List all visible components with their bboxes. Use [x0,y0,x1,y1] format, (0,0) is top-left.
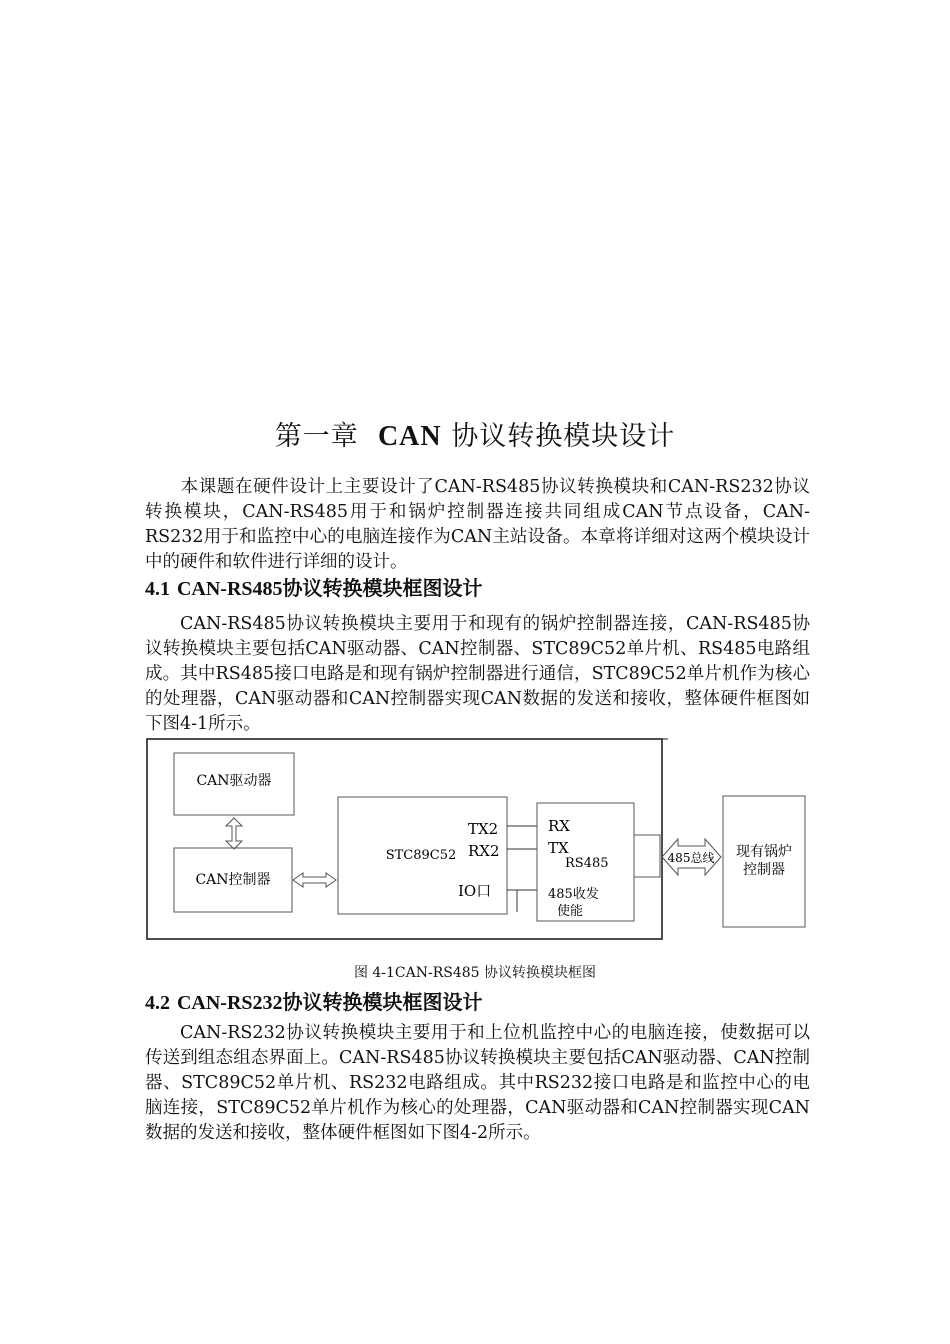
chapter-title-latin: CAN [377,421,442,452]
driver-controller-arrow [226,818,242,849]
boiler-label-line1: 现有锅炉 [736,844,792,860]
controller-mcu-arrow [293,873,336,887]
bus-label: 485总线 [667,851,715,865]
mcu-label: STC89C52 [385,848,457,863]
section-4-2-title-rest: 协议转换模块框图设计 [282,990,483,1014]
section-4-2-title-latin: CAN-RS232 [176,992,283,1014]
enable-label-line1: 485收发 [548,887,599,902]
section-4-2-heading [145,986,483,1015]
section-4-2-number: 4.2 [145,992,170,1014]
section-4-2-paragraph [145,1021,810,1146]
intro-text: 本课题在硬件设计上主要设计了CAN-RS485协议转换模块和CAN-RS232协议转换模块，CAN-RS485用于和锅炉控制器连接共同组成CAN节点设备，CAN-RS232用于和监控中心的电脑连接作为CAN主站设备。本章将详细对这两个模块设计中的硬件和软件进行详细的设计。 [145,477,810,572]
enable-label-line2: 使能 [557,904,584,919]
rx-label: RX [548,817,570,835]
rx2-label: RX2 [468,842,500,860]
module-outer-frame [147,739,662,939]
tx-label: TX [548,839,569,857]
tx2-label: TX2 [468,820,499,838]
can-driver-label: CAN驱动器 [196,773,272,789]
chapter-title-rest: 协议转换模块设计 [451,421,676,452]
boiler-label-line2: 控制器 [743,862,785,878]
io-port-label: IO口 [458,882,492,900]
section-4-2-text: CAN-RS232协议转换模块主要用于和上位机监控中心的电脑连接，使数据可以传送到组态组态界面上。CAN-RS485协议转换模块主要包括CAN驱动器、CAN控制器、STC89C52单片机、RS232电路组成。其中RS232接口电路是和监控中心的电脑连接，STC89C52单片机作为核心的处理器，CAN驱动器和CAN控制器实现CAN数据的发送和接收，整体硬件框图如下图4-2所示。 [145,1023,810,1143]
section-4-1-title-rest: 协议转换模块框图设计 [282,576,483,600]
chapter-title-prefix: 第一章 [274,421,359,452]
section-4-1-text: CAN-RS485协议转换模块主要用于和现有的锅炉控制器连接，CAN-RS485协议转换模块主要包括CAN驱动器、CAN控制器、STC89C52单片机、RS485电路组成。其中RS485接口电路是和现有锅炉控制器进行通信，STC89C52单片机作为核心的处理器，CAN驱动器和CAN控制器实现CAN数据的发送和接收，整体硬件框图如下图4-1所示。 [145,614,810,734]
rs485-connector [634,835,660,877]
section-4-1-number: 4.1 [145,578,170,600]
rs485-label: RS485 [565,856,609,871]
can-controller-label: CAN控制器 [195,872,271,888]
section-4-1-title-latin: CAN-RS485 [176,578,283,600]
figure-4-1-caption: 图 4-1CAN-RS485 协议转换模块框图 [353,965,597,981]
